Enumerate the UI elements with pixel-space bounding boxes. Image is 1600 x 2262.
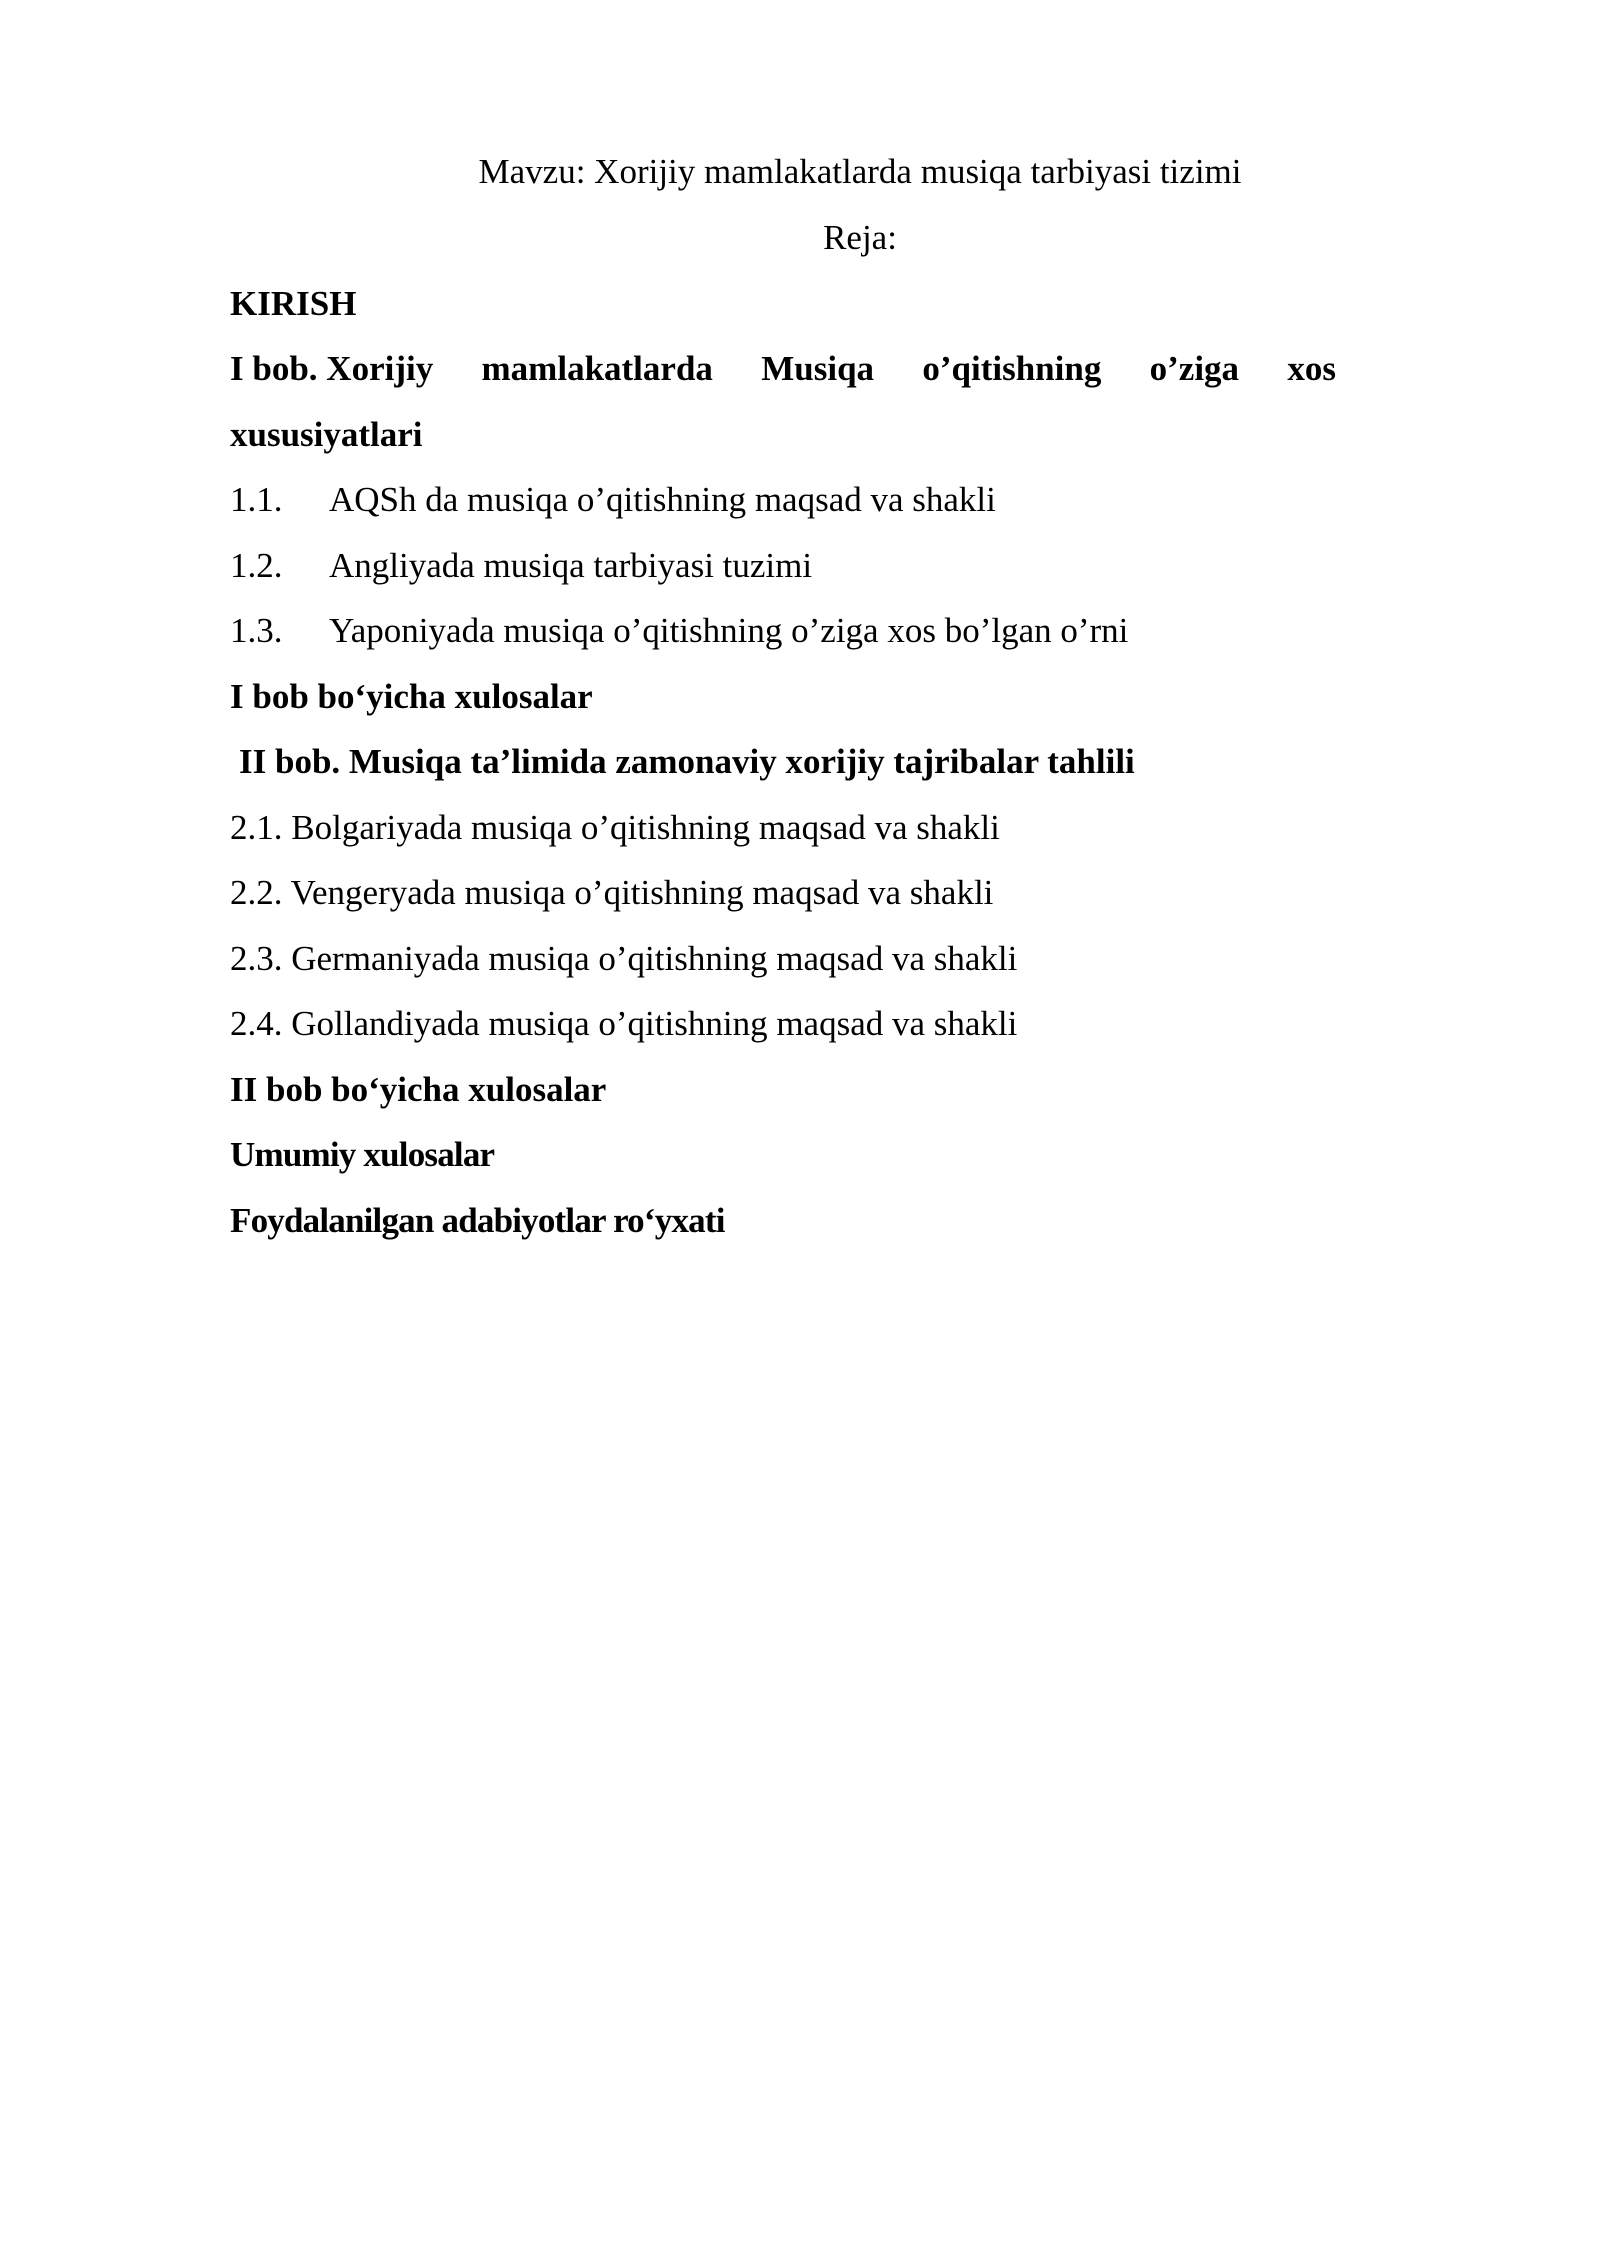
chapter1-heading-word: o’qitishning xyxy=(922,349,1102,388)
toc-section-1-3 xyxy=(230,609,1128,653)
chapter1-heading-word: xos xyxy=(1287,349,1336,388)
section-number: 1.1. xyxy=(230,480,283,519)
section-number: 1.3. xyxy=(230,611,283,650)
toc-section-1-1 xyxy=(230,478,996,522)
chapter1-heading-word: Musiqa xyxy=(761,349,875,388)
chapter1-heading-continuation: xususiyatlari xyxy=(230,415,423,454)
references-heading: Foydalanilgan adabiyotlar ro‘yxati xyxy=(230,1201,725,1240)
toc-section-2-1: 2.1. Bolgariyada musiqa o’qitishning maqsad va shakli xyxy=(230,808,1000,847)
section-number: 1.2. xyxy=(230,546,283,585)
chapter1-conclusion: I bob bo‘yicha xulosalar xyxy=(230,677,593,716)
general-conclusions: Umumiy xulosalar xyxy=(230,1135,495,1174)
plan-label: Reja: xyxy=(823,218,897,257)
toc-section-2-2: 2.2. Vengeryada musiqa o’qitishning maqsad va shakli xyxy=(230,873,994,912)
section-title: AQSh da musiqa o’qitishning maqsad va shakli xyxy=(329,480,996,519)
chapter1-heading xyxy=(230,347,1336,391)
chapter1-heading-word: o’ziga xyxy=(1149,349,1240,388)
document-title: Mavzu: Xorijiy mamlakatlarda musiqa tarbiyasi tizimi xyxy=(478,152,1242,191)
toc-section-2-4: 2.4. Gollandiyada musiqa o’qitishning maqsad va shakli xyxy=(230,1004,1018,1043)
intro-heading: KIRISH xyxy=(230,284,357,323)
section-title: Yaponiyada musiqa o’qitishning o’ziga xos bo’lgan o’rni xyxy=(329,611,1129,650)
chapter2-heading: II bob. Musiqa ta’limida zamonaviy xorijiy tajribalar tahlili xyxy=(239,742,1135,781)
toc-section-2-3: 2.3. Germaniyada musiqa o’qitishning maqsad va shakli xyxy=(230,939,1018,978)
chapter2-conclusion: II bob bo‘yicha xulosalar xyxy=(230,1070,607,1109)
section-title: Angliyada musiqa tarbiyasi tuzimi xyxy=(329,546,813,585)
toc-section-1-2 xyxy=(230,544,812,588)
chapter1-heading-word: I bob. Xorijiy xyxy=(230,349,434,388)
chapter1-heading-word: mamlakatlarda xyxy=(481,349,713,388)
